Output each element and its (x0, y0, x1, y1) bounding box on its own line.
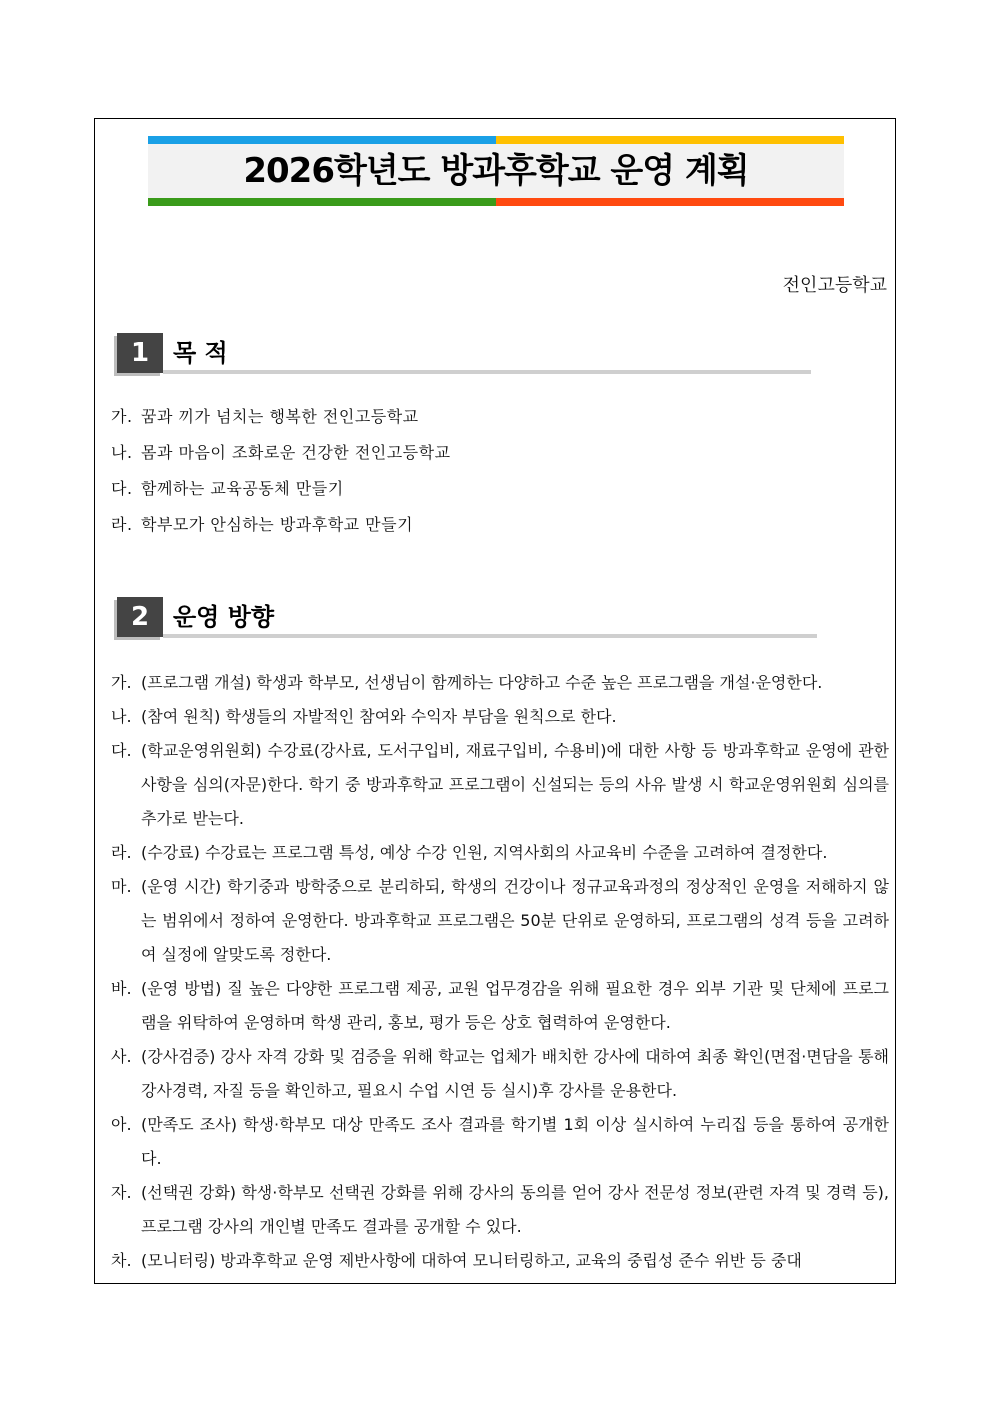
item-text: (선택권 강화) 학생·학부모 선택권 강화를 위해 강사의 동의를 얻어 강사 전문성 정보(관련 자격 및 경력 등), 프로그램 강사의 개인별 만족도 결과를 공개할 수 있다. (141, 1183, 889, 1236)
list-item (111, 435, 889, 471)
item-text: (강사검증) 강사 자격 강화 및 검증을 위해 학교는 업체가 배치한 강사에 대하여 최종 확인(면접·면담을 통해 강사경력, 자질 등을 확인하고, 필요시 수업 시연 등 실시)후 강사를 운용한다. (141, 1047, 889, 1100)
list-item (111, 972, 889, 1040)
title-bar-green (148, 198, 496, 206)
item-marker: 다. (111, 741, 132, 760)
list-item (111, 666, 889, 700)
item-marker: 가. (111, 407, 133, 426)
item-marker: 바. (111, 979, 132, 998)
item-marker: 사. (111, 1047, 132, 1066)
item-marker: 나. (111, 707, 132, 726)
item-marker: 라. (111, 515, 133, 534)
title-bar-blue (148, 136, 496, 144)
list-item (111, 734, 889, 836)
section-1-list (111, 399, 889, 543)
item-marker: 가. (111, 673, 132, 692)
item-text: 꿈과 끼가 넘치는 행복한 전인고등학교 (141, 407, 419, 426)
section-1-number: 1 (117, 333, 163, 373)
school-name: 전인고등학교 (782, 275, 887, 296)
item-text: 학부모가 안심하는 방과후학교 만들기 (141, 515, 414, 534)
item-text: (학교운영위원회) 수강료(강사료, 도서구입비, 재료구입비, 수용비)에 대한 사항 등 방과후학교 운영에 관한 사항을 심의(자문)한다. 학기 중 방과후학교 프로그램이 신설되는 등의 사유 발생 시 학교운영위원회 심의를 추가로 받는다. (141, 741, 889, 828)
section-2-header (117, 597, 827, 637)
list-item (111, 1108, 889, 1176)
section-1-underline (163, 370, 811, 374)
list-item (111, 1040, 889, 1108)
document-title: 2026학년도 방과후학교 운영 계획 (243, 151, 749, 191)
item-text: (운영 방법) 질 높은 다양한 프로그램 제공, 교원 업무경감을 위해 필요한 경우 외부 기관 및 단체에 프로그램을 위탁하여 운영하며 학생 관리, 홍보, 평가 등은 상호 협력하여 운영한다. (141, 979, 889, 1032)
list-item (111, 471, 889, 507)
item-text: 몸과 마음이 조화로운 건강한 전인고등학교 (141, 443, 451, 462)
item-text: 함께하는 교육공동체 만들기 (141, 479, 344, 498)
document-frame (94, 118, 896, 1284)
item-text: (프로그램 개설) 학생과 학부모, 선생님이 함께하는 다양하고 수준 높은 프로그램을 개설·운영한다. (141, 673, 823, 692)
list-item (111, 700, 889, 734)
list-item (111, 399, 889, 435)
title-banner (148, 136, 844, 206)
title-bar-red (496, 198, 844, 206)
title-bar-yellow (496, 136, 844, 144)
section-2-underline (163, 634, 817, 638)
section-1-title: 목 적 (173, 339, 228, 367)
item-marker: 차. (111, 1251, 132, 1270)
item-text: (모니터링) 방과후학교 운영 제반사항에 대하여 모니터링하고, 교육의 중립성 준수 위반 등 중대 (141, 1251, 802, 1270)
item-marker: 나. (111, 443, 133, 462)
item-marker: 마. (111, 877, 132, 896)
item-text: (참여 원칙) 학생들의 자발적인 참여와 수익자 부담을 원칙으로 한다. (141, 707, 617, 726)
list-item (111, 836, 889, 870)
section-2-list (111, 666, 889, 1278)
item-text: (수강료) 수강료는 프로그램 특성, 예상 수강 인원, 지역사회의 사교육비 수준을 고려하여 결정한다. (141, 843, 828, 862)
list-item (111, 870, 889, 972)
list-item (111, 1244, 889, 1278)
section-1-header (117, 333, 817, 373)
list-item (111, 1176, 889, 1244)
item-marker: 아. (111, 1115, 132, 1134)
list-item (111, 507, 889, 543)
item-text: (만족도 조사) 학생·학부모 대상 만족도 조사 결과를 학기별 1회 이상 실시하여 누리집 등을 통하여 공개한다. (141, 1115, 889, 1168)
item-marker: 자. (111, 1183, 132, 1202)
section-2-number: 2 (117, 597, 163, 637)
item-marker: 라. (111, 843, 132, 862)
item-text: (운영 시간) 학기중과 방학중으로 분리하되, 학생의 건강이나 정규교육과정의 정상적인 운영을 저해하지 않는 범위에서 정하여 운영한다. 방과후학교 프로그램은 50분 단위로 운영하되, 프로그램의 성격 등을 고려하여 실정에 알맞도록 정한다. (141, 877, 889, 964)
item-marker: 다. (111, 479, 133, 498)
section-2-title: 운영 방향 (173, 603, 275, 631)
